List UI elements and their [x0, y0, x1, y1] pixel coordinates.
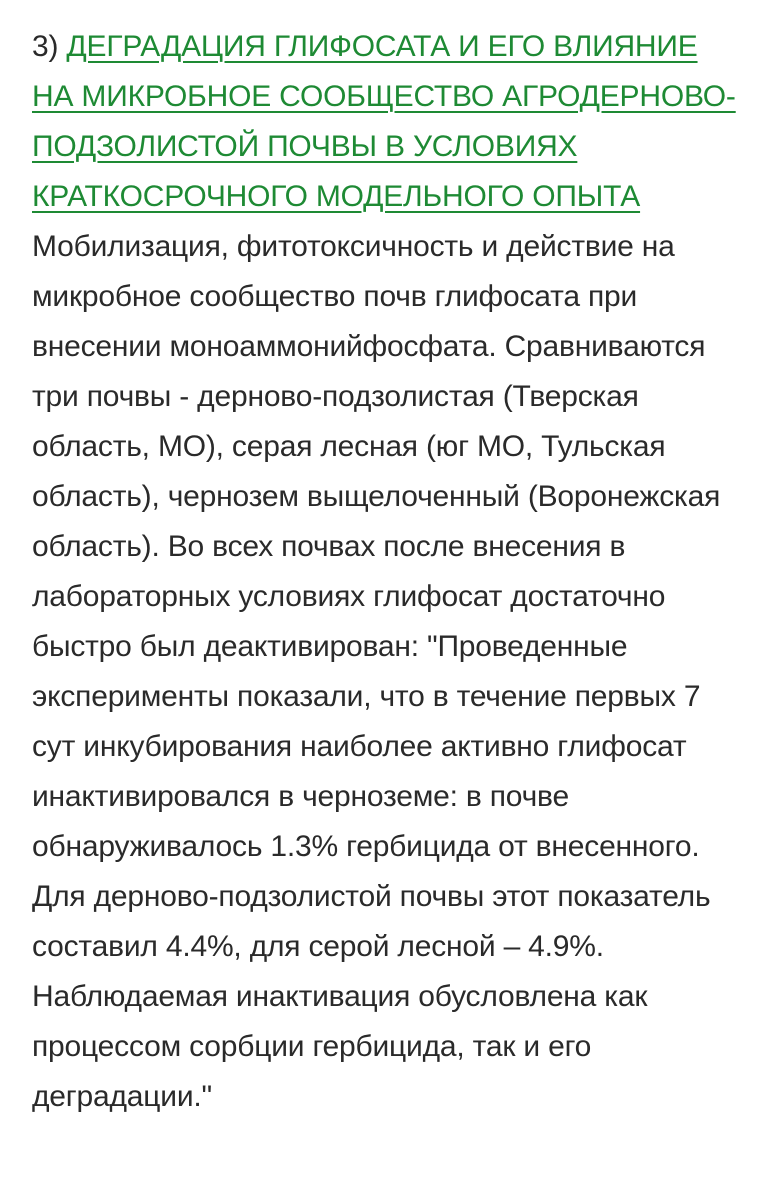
- entry-number: 3): [32, 30, 59, 63]
- article-entry: [32, 22, 744, 1122]
- entry-heading: [32, 22, 744, 222]
- entry-description: Мобилизация, фитотоксичность и действие на микробное сообщество почв глифосата при внесении моноаммонийфосфата. Сравниваются три почвы - дерново-подзолистая (Тверская область, МО), серая лесная (юг МО, Тульская область), чернозем выщелоченный (Воронежская область). Во всех почвах после внесения в лабораторных условиях глифосат достаточно быстро был деактивирован: "Проведенные эксперименты показали, что в течение первых 7 сут инкубирования наиболее активно глифосат инактивировался в черноземе: в почве обнаруживалось 1.3% гербицида от внесенного. Для дерново-подзолистой почвы этот показатель составил 4.4%, для серой лесной – 4.9%. Наблюдаемая инактивация обусловлена как процессом сорбции гербицида, так и его деградации.": [32, 230, 721, 1113]
- entry-title-link[interactable]: ДЕГРАДАЦИЯ ГЛИФОСАТА И ЕГО ВЛИЯНИЕ НА МИКРОБНОЕ СООБЩЕСТВО АГРОДЕРНОВО-ПОДЗОЛИСТОЙ ПОЧВЫ В УСЛОВИЯХ КРАТКОСРОЧНОГО МОДЕЛЬНОГО ОПЫТА: [32, 30, 736, 213]
